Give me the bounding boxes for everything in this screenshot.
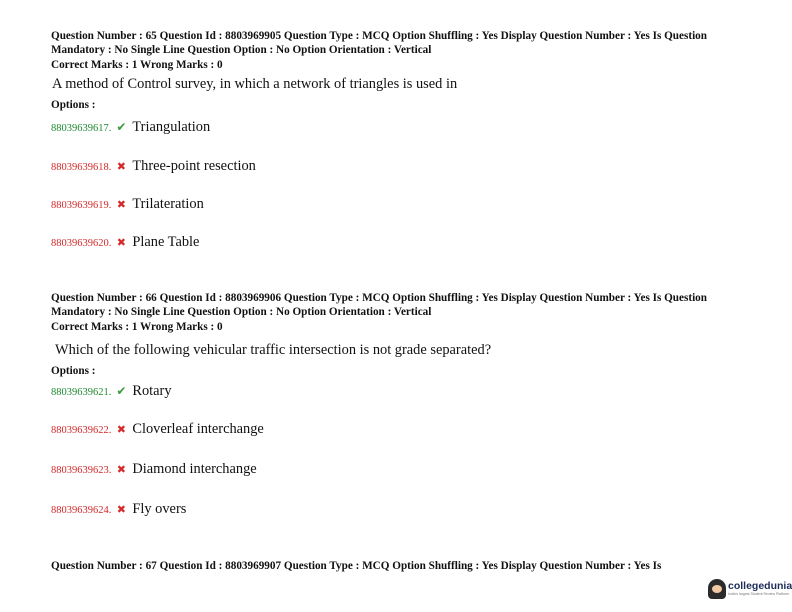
option-id: 88039639617. <box>51 123 112 134</box>
question-text: Which of the following vehicular traffic intersection is not grade separated? <box>55 342 492 358</box>
cross-icon: ✖ <box>116 424 126 436</box>
option-id: 88039639623. <box>51 465 112 476</box>
collegedunia-logo <box>708 576 792 602</box>
question-text: A method of Control survey, in which a network of triangles is used in <box>52 76 458 92</box>
option-id: 88039639618. <box>51 162 112 173</box>
options-label: Options : <box>51 365 96 377</box>
question-meta: Question Number : 66 Question Id : 8803969906 Question Type : MCQ Option Shuffling : Yes Display Question Number : Yes Is Question Mandatory : No Single Line Question Option : No Option Orientation : Vertical <box>51 292 707 318</box>
cross-icon: ✖ <box>116 161 126 173</box>
option-text: Fly overs <box>132 501 187 517</box>
question-marks: Correct Marks : 1 Wrong Marks : 0 <box>51 321 223 333</box>
option-text: Three-point resection <box>132 158 256 174</box>
option-text: Diamond interchange <box>132 461 257 477</box>
option-row <box>51 421 264 441</box>
option-row <box>51 196 204 216</box>
option-id: 88039639624. <box>51 505 112 516</box>
option-id: 88039639621. <box>51 387 112 398</box>
option-id: 88039639622. <box>51 425 112 436</box>
option-text: Rotary <box>132 383 172 399</box>
logo-tagline: India's largest Student Review Platform <box>728 592 789 596</box>
logo-name: collegedunia <box>728 580 792 592</box>
option-text: Plane Table <box>132 234 200 250</box>
check-icon: ✔ <box>116 384 127 398</box>
check-icon: ✔ <box>116 120 127 134</box>
option-row <box>51 461 257 481</box>
cross-icon: ✖ <box>116 237 126 249</box>
option-row <box>51 383 172 403</box>
option-row <box>51 119 210 139</box>
question-meta: Question Number : 65 Question Id : 8803969905 Question Type : MCQ Option Shuffling : Yes Display Question Number : Yes Is Question Mandatory : No Single Line Question Option : No Option Orientation : Vertical <box>51 30 707 56</box>
option-id: 88039639619. <box>51 200 112 211</box>
question-marks: Correct Marks : 1 Wrong Marks : 0 <box>51 59 223 71</box>
option-text: Triangulation <box>132 119 211 135</box>
cross-icon: ✖ <box>116 464 126 476</box>
question-meta: Question Number : 67 Question Id : 8803969907 Question Type : MCQ Option Shuffling : Yes Display Question Number : Yes Is <box>51 560 662 572</box>
option-text: Trilateration <box>132 196 204 212</box>
option-text: Cloverleaf interchange <box>132 421 264 437</box>
option-row <box>51 158 256 178</box>
option-row <box>51 234 199 254</box>
cross-icon: ✖ <box>116 199 126 211</box>
option-id: 88039639620. <box>51 238 112 249</box>
options-label: Options : <box>51 99 96 111</box>
option-row <box>51 501 186 521</box>
logo-mascot-icon <box>708 579 726 599</box>
cross-icon: ✖ <box>116 504 126 516</box>
